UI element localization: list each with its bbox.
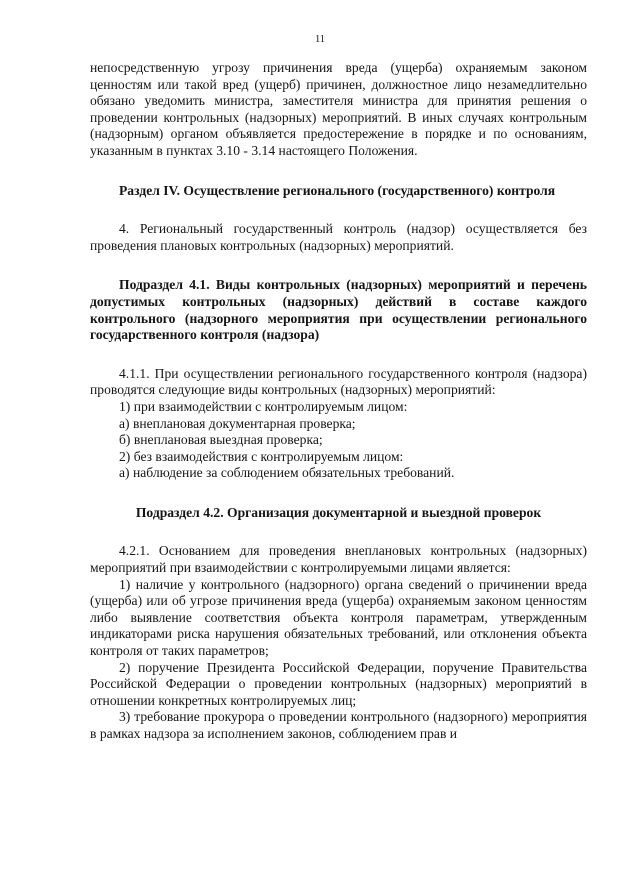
paragraph-4-1-1: 4.1.1. При осуществлении регионального государственного контроля (надзора) проводятся следующие виды контрольных (надзорных) мероприятий:: [90, 365, 587, 398]
paragraph-4-2-1-item-3: 3) требование прокурора о проведении контрольного (надзорного) мероприятия в рамках надзора за исполнением законов, соблюдением прав и: [90, 709, 587, 741]
document-body: [90, 60, 587, 743]
paragraph-4-2-1-item-1: 1) наличие у контрольного (надзорного) органа сведений о причинении вреда (ущерба) или об угрозе причинения вреда (ущерба) охраняемым законом ценностям либо выявление соответствия объекта контроля параметрам, утвержденным индикаторами риска нарушения обязательных требований, или отклонения объекта контроля от таких параметров;: [90, 576, 587, 659]
list-item: а) внеплановая документарная проверка;: [119, 415, 356, 431]
list-item: а) наблюдение за соблюдением обязательных требований.: [119, 465, 455, 481]
list-item: б) внеплановая выездная проверка;: [119, 432, 323, 448]
paragraph-4: 4. Региональный государственный контроль (надзор) осуществляется без проведения плановых контрольных (надзорных) мероприятий.: [90, 221, 587, 253]
subsection-4-2-heading: Подраздел 4.2. Организация документарной и выездной проверок: [135, 504, 542, 520]
paragraph-4-2-1: 4.2.1. Основанием для проведения внеплановых контрольных (надзорных) мероприятий при взаимодействии с контролируемыми лицами является:: [90, 543, 587, 576]
types-list: [90, 399, 587, 482]
page-number: 11: [314, 34, 326, 45]
subsection-4-1-heading: Подраздел 4.1. Виды контрольных (надзорных) мероприятий и перечень допустимых контрольных (надзорных) действий в составе каждого контрольного (надзорного мероприятия при осуществлении регионального государственного контроля (надзора): [90, 277, 587, 343]
paragraph-4-2-1-item-2: 2) поручение Президента Российской Федерации, поручение Правительства Российской Федерации о проведении контрольных (надзорных) мероприятий в отношении конкретных контролируемых лиц;: [90, 659, 587, 708]
list-item: 2) без взаимодействия с контролируемым лицом:: [119, 448, 404, 464]
list-item: 1) при взаимодействии с контролируемым лицом:: [119, 398, 408, 414]
continued-paragraph: непосредственную угрозу причинения вреда (ущерба) охраняемым законом ценностям или такой вред (ущерб) причинен, должностное лицо незамедлительно обязано уведомить министра, заместителя министра для принятия решения о проведении контрольных (надзорных) мероприятий. В иных случаях контрольным (надзорным) органом объявляется предостережение в порядке и по основаниям, указанным в пунктах 3.10 - 3.14 настоящего Положения.: [90, 60, 587, 158]
section-4-heading: Раздел IV. Осуществление регионального (государственного) контроля: [119, 182, 556, 198]
